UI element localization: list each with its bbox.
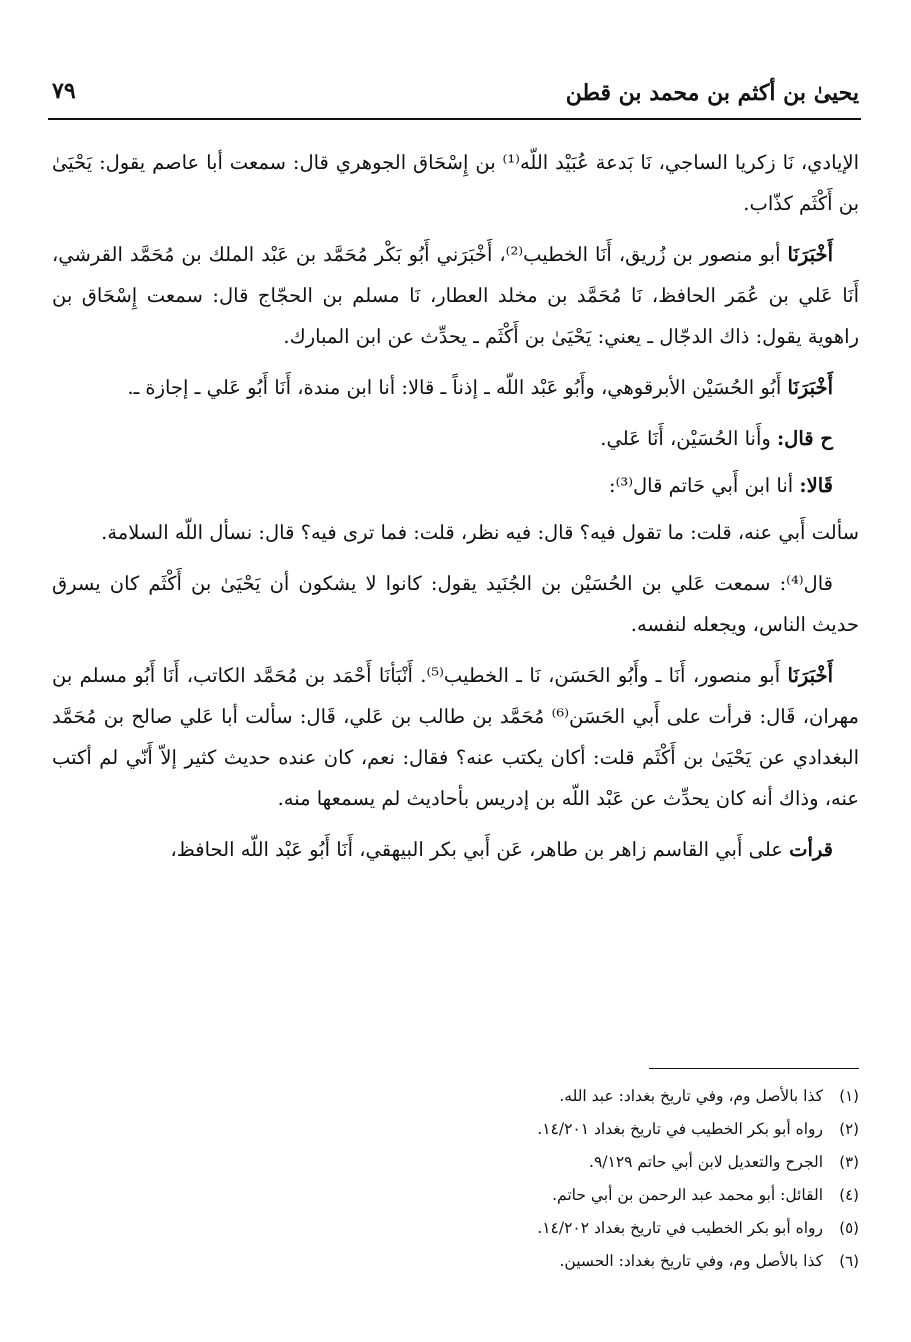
footnote-number: (٤)	[839, 1186, 859, 1204]
paragraph-lead: أَخْبَرَنَا	[787, 376, 833, 399]
paragraph-text: وأَنا الحُسَيْن، أَنَا عَلي.	[600, 427, 771, 450]
footnote-text: رواه أبو بكر الخطيب في تاريخ بغداد ١٤/٢٠١.	[537, 1120, 823, 1138]
paragraph-text: أبو منصور بن زُريق، أَنَا الخطيب⁽²⁾، أَخْبَرَني أَبُو بَكْر مُحَمَّد بن عَبْد الملك بن مُحَمَّد القرشي، أَنَا عَلي بن عُمَر الحافظ، نَا مُحَمَّد بن مخلد العطار، نَا مسلم بن الحجّاج قال: سمعت إِسْحَاق بن راهوية يقول: ذاك الدجّال ـ يعني: يَحْيَىٰ بن أَكْثَم ـ يحدِّث عن ابن المبارك.	[52, 243, 859, 348]
paragraph-lead: قَالا:	[799, 474, 833, 497]
footnote-text: الجرح والتعديل لابن أبي حاتم ٩/١٢٩.	[589, 1153, 823, 1171]
paragraph-text: أنا ابن أَبي حَاتم قال⁽³⁾:	[609, 474, 794, 497]
running-title: يحيىٰ بن أكثم بن محمد بن قطن	[565, 80, 859, 106]
paragraph-text: الإيادي، نَا زكريا الساجي، نَا بَدعة عُبَيْد اللّه⁽¹⁾ بن إِسْحَاق الجوهري قال: سمعت أبا عاصم يقول: يَحْيَىٰ بن أَكْثَم كذّاب.	[52, 151, 859, 215]
paragraph-text: قال⁽⁴⁾: سمعت عَلي بن الحُسَيْن بن الجُنَيد يقول: كانوا لا يشكون أن يَحْيَىٰ بن أَكْثَم كان يسرق حديث الناس، ويجعله لنفسه.	[52, 572, 859, 636]
footnote-text: كذا بالأصل وم، وفي تاريخ بغداد: الحسين.	[559, 1252, 823, 1270]
paragraph-8	[52, 655, 859, 819]
footnote-item	[52, 1146, 859, 1179]
footnote-number: (٦)	[839, 1252, 859, 1270]
footnote-rule	[649, 1068, 859, 1069]
footnote-number: (١)	[839, 1087, 859, 1105]
paragraph-2	[52, 234, 859, 357]
footnote-text: القائل: أبو محمد عبد الرحمن بن أبي حاتم.	[552, 1186, 823, 1204]
page-header	[52, 72, 859, 118]
footnotes	[52, 1080, 859, 1278]
footnote-item	[52, 1245, 859, 1278]
paragraph-1	[52, 142, 859, 224]
paragraph-lead: أَخْبَرَنَا	[787, 664, 834, 687]
footnote-number: (٥)	[839, 1219, 859, 1237]
paragraph-lead: قرأت	[789, 838, 833, 861]
paragraph-text: على أَبي القاسم زاهر بن طاهر، عَن أَبي بكر البيهقي، أَنَا أَبُو عَبْد اللّه الحافظ،	[170, 838, 783, 861]
paragraph-5	[52, 465, 859, 506]
paragraph-6	[52, 512, 859, 553]
footnote-number: (٢)	[839, 1120, 859, 1138]
paragraph-lead: ح قال:	[776, 427, 833, 450]
main-text	[52, 142, 859, 880]
footnote-text: رواه أبو بكر الخطيب في تاريخ بغداد ١٤/٢٠٢.	[537, 1219, 823, 1237]
footnote-item	[52, 1113, 859, 1146]
paragraph-9	[52, 829, 859, 870]
page-number: ٧٩	[52, 78, 76, 104]
paragraph-text: أَبو منصور، أَنَا ـ وأَبُو الحَسَن، نَا ـ الخطيب⁽⁵⁾. أَنْبَأنَا أَحْمَد بن مُحَمَّد الكاتب، أَنَا أَبُو مسلم بن مهران، قَال: قرأت على أَبي الحَسَن⁽⁶⁾ مُحَمَّد بن طالب بن عَلي، قَال: سألت أبا عَلي صالح بن مُحَمَّد البغدادي عن يَحْيَىٰ بن أَكْثَم قلت: أكان يكتب عنه؟ فقال: نعم، كان عنده حديث كثير إلاّ أَنّي لم أكتب عنه، وذاك أنه كان يحدِّث عن عَبْد اللّه بن إدريس بأحاديث لم يسمعها منه.	[52, 664, 859, 810]
paragraph-7	[52, 563, 859, 645]
paragraph-text: سألت أَبي عنه، قلت: ما تقول فيه؟ قال: فيه نظر، قلت: فما ترى فيه؟ قال: نسأل اللّه السلامة.	[101, 521, 859, 544]
footnote-item	[52, 1179, 859, 1212]
paragraph-4	[52, 418, 859, 459]
paragraph-lead: أَخْبَرَنَا	[787, 243, 834, 266]
header-rule	[48, 118, 861, 120]
paragraph-text: أَبُو الحُسَيْن الأبرقوهي، وأَبُو عَبْد اللّه ـ إذناً ـ قالا: أنا ابن مندة، أَنَا أَبُو عَلي ـ إجازة ـ.	[127, 376, 782, 399]
paragraph-3	[52, 367, 859, 408]
footnote-item	[52, 1080, 859, 1113]
footnote-number: (٣)	[839, 1153, 859, 1171]
footnote-item	[52, 1212, 859, 1245]
footnote-text: كذا بالأصل وم، وفي تاريخ بغداد: عبد الله.	[559, 1087, 823, 1105]
